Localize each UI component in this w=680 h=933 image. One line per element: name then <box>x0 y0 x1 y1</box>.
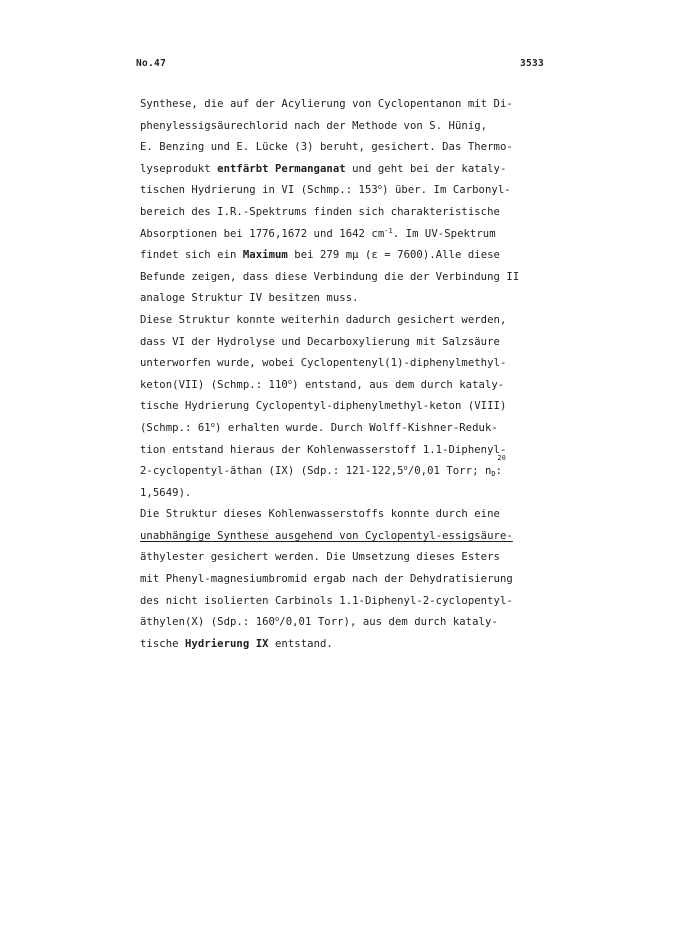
text-line: Synthese, die auf der Acylierung von Cyclopentanon mit Di- <box>140 98 513 110</box>
text-line: 1,5649). <box>140 486 192 499</box>
text-line: tische Hydrierung Cyclopentyl-diphenylmethyl-keton (VIII) <box>140 400 507 413</box>
text-run: 2-cyclopentyl-äthan (IX) (Sdp.: 121-122,5 <box>140 465 404 478</box>
text-line: äthylester gesichert werden. Die Umsetzung dieses Esters <box>140 551 500 564</box>
text-run: lyseprodukt <box>140 162 218 175</box>
text-run: und geht bei der kataly- <box>345 162 507 175</box>
text-run: Absorptionen bei 1776,1672 und 1642 cm <box>140 227 385 240</box>
text-run: tische <box>140 637 185 650</box>
sodium-d-line-subscript: D <box>491 470 496 479</box>
text-run: ) über. Im Carbonyl- <box>382 184 511 197</box>
text-line: dass VI der Hydrolyse und Decarboxylierung mit Salzsäure <box>140 335 500 348</box>
text-run: tischen Hydrierung in VI (Schmp.: 153 <box>140 184 378 197</box>
text-line <box>140 224 560 246</box>
text-line <box>140 159 560 181</box>
text-run: : <box>495 465 503 478</box>
text-line: Diese Struktur konnte weiterhin dadurch gesichert werden, <box>140 313 507 326</box>
text-run: entstand. <box>268 637 333 650</box>
body-text <box>140 94 560 655</box>
text-line: phenylessigsäurechlorid nach der Methode von S. Hünig, <box>140 119 488 132</box>
bold-text-run: Hydrierung IX <box>185 637 269 650</box>
text-line <box>140 454 560 483</box>
text-line <box>140 375 560 397</box>
degree-sign: o <box>377 183 383 192</box>
text-line: analoge Struktur IV besitzen muss. <box>140 292 359 305</box>
text-line: unabhängige Synthese ausgehend von Cyclopentyl-essigsäure- <box>140 529 513 542</box>
text-line: Befunde zeigen, dass diese Verbindung die der Verbindung II <box>140 270 520 283</box>
bold-text-run: Maximum <box>242 249 288 262</box>
text-line: unterworfen wurde, wobei Cyclopentenyl(1)-diphenylmethyl- <box>140 357 507 370</box>
text-line <box>140 634 560 656</box>
text-line: des nicht isolierten Carbinols 1.1-Diphenyl-2-cyclopentyl- <box>140 594 513 607</box>
text-line: E. Benzing und E. Lücke (3) beruht, gesichert. Das Thermo- <box>140 141 513 154</box>
journal-issue-number: No.47 <box>136 58 167 69</box>
text-run: (Schmp.: 61 <box>140 421 211 434</box>
text-line: tion entstand hieraus der Kohlenwasserstoff 1.1-Diphenyl- <box>140 443 507 456</box>
text-run: /0,01 Torr), aus dem durch kataly- <box>279 616 498 629</box>
text-line <box>140 245 560 267</box>
text-run: findet sich ein <box>140 249 243 262</box>
text-line <box>140 418 560 440</box>
text-run: keton(VII) (Schmp.: 110 <box>140 378 288 391</box>
superscript: -1 <box>384 226 393 235</box>
text-line: mit Phenyl-magnesiumbromid ergab nach der Dehydratisierung <box>140 573 513 586</box>
text-run: . Im UV-Spektrum <box>392 227 496 240</box>
text-line <box>140 612 560 634</box>
degree-sign: o <box>403 464 408 473</box>
text-run: äthylen(X) (Sdp.: 160 <box>140 616 275 629</box>
refractive-index-notation: 20 $_D$ <box>491 454 506 479</box>
text-run: ) erhalten wurde. Durch Wolff-Kishner-Reduk- <box>214 421 498 434</box>
degree-sign: o <box>287 377 293 386</box>
text-run: bei 279 mμ (ε = 7600).Alle diese <box>287 249 500 262</box>
bold-text-run: entfärbt Permanganat <box>217 162 346 175</box>
text-line: Die Struktur dieses Kohlenwasserstoffs konnte durch eine <box>140 508 500 521</box>
degree-sign: o <box>275 615 280 624</box>
text-line <box>140 180 560 202</box>
text-line: bereich des I.R.-Spektrums finden sich charakteristische <box>140 205 500 218</box>
page-number: 3533 <box>520 58 545 69</box>
text-run: /0,01 Torr; n <box>407 465 492 478</box>
text-run: ) entstand, aus dem durch kataly- <box>292 378 505 391</box>
degree-sign: o <box>210 420 215 429</box>
